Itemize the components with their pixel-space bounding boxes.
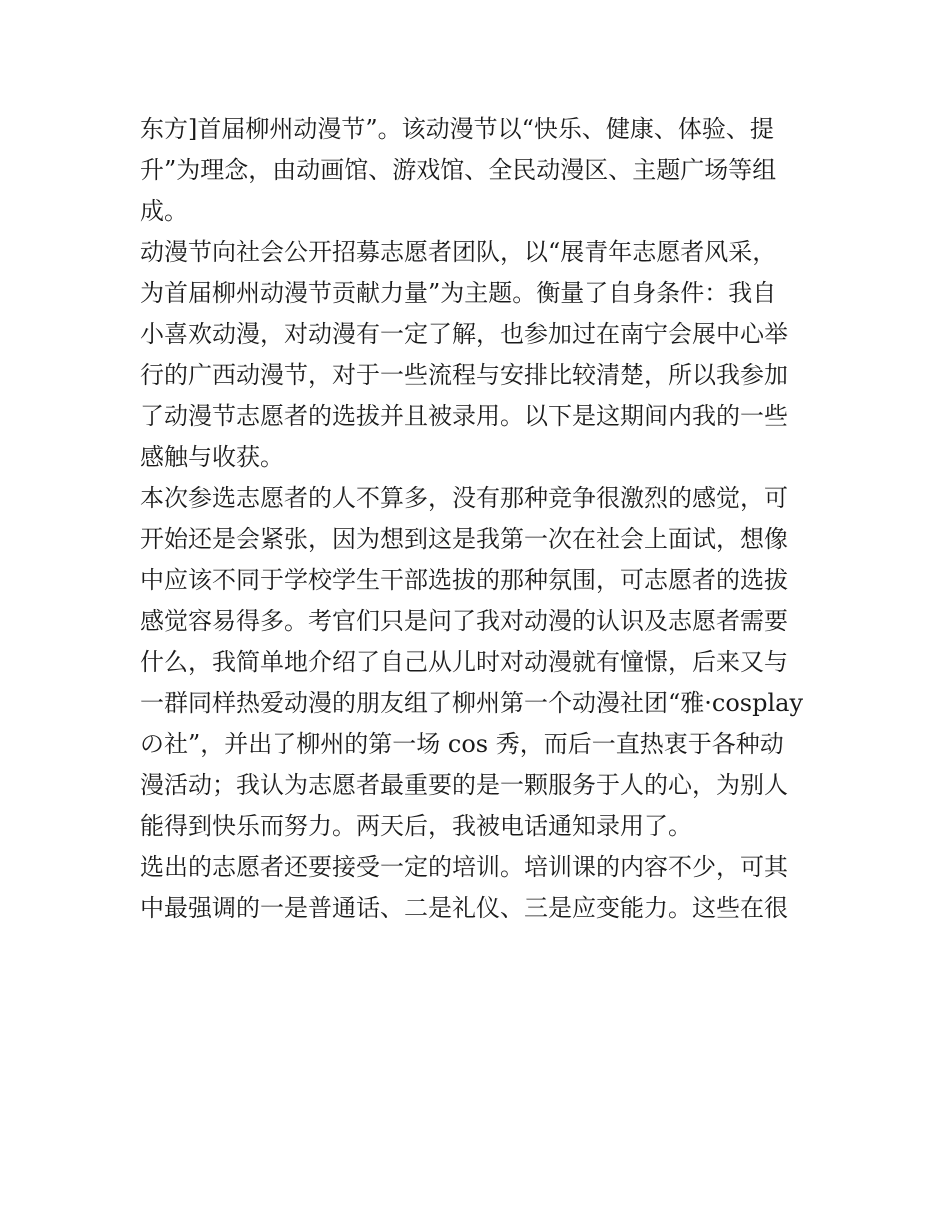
paragraph-1 bbox=[140, 109, 820, 232]
text-line: 感触与收获。 bbox=[140, 443, 284, 471]
text-line: 成。 bbox=[140, 197, 188, 225]
text-line: 漫活动；我认为志愿者最重要的是一颗服务于人的心，为别人 bbox=[140, 771, 788, 799]
text-line: 能得到快乐而努力。两天后，我被电话通知录用了。 bbox=[140, 812, 692, 840]
text-line: 中应该不同于学校学生干部选拔的那种氛围，可志愿者的选拔 bbox=[140, 566, 788, 594]
text-line: 了动漫节志愿者的选拔并且被录用。以下是这期间内我的一些 bbox=[140, 402, 788, 430]
text-line: 本次参选志愿者的人不算多，没有那种竞争很激烈的感觉，可 bbox=[140, 484, 788, 512]
document-body bbox=[140, 109, 820, 929]
text-line: 一群同样热爱动漫的朋友组了柳州第一个动漫社团“雅·cosplay bbox=[140, 689, 804, 717]
text-line: 什么，我简单地介绍了自己从儿时对动漫就有憧憬，后来又与 bbox=[140, 648, 788, 676]
text-line: 升”为理念，由动画馆、游戏馆、全民动漫区、主题广场等组 bbox=[140, 156, 777, 184]
text-line: 开始还是会紧张，因为想到这是我第一次在社会上面试，想像 bbox=[140, 525, 788, 553]
text-line: 感觉容易得多。考官们只是问了我对动漫的认识及志愿者需要 bbox=[140, 607, 788, 635]
text-line: 中最强调的一是普通话、二是礼仪、三是应变能力。这些在很 bbox=[140, 894, 788, 922]
text-line: 为首届柳州动漫节贡献力量”为主题。衡量了自身条件：我自 bbox=[140, 279, 777, 307]
text-line: 选出的志愿者还要接受一定的培训。培训课的内容不少，可其 bbox=[140, 853, 788, 881]
text-line: 东方]首届柳州动漫节”。该动漫节以“快乐、健康、体验、提 bbox=[140, 115, 774, 143]
text-line: 动漫节向社会公开招募志愿者团队，以“展青年志愿者风采， bbox=[140, 238, 777, 266]
paragraph-3 bbox=[140, 478, 820, 847]
text-line: 小喜欢动漫，对动漫有一定了解，也参加过在南宁会展中心举 bbox=[140, 320, 788, 348]
paragraph-4 bbox=[140, 847, 820, 929]
text-line: の社”，并出了柳州的第一场 cos 秀，而后一直热衷于各种动 bbox=[140, 730, 784, 758]
text-line: 行的广西动漫节，对于一些流程与安排比较清楚，所以我参加 bbox=[140, 361, 788, 389]
paragraph-2 bbox=[140, 232, 820, 478]
